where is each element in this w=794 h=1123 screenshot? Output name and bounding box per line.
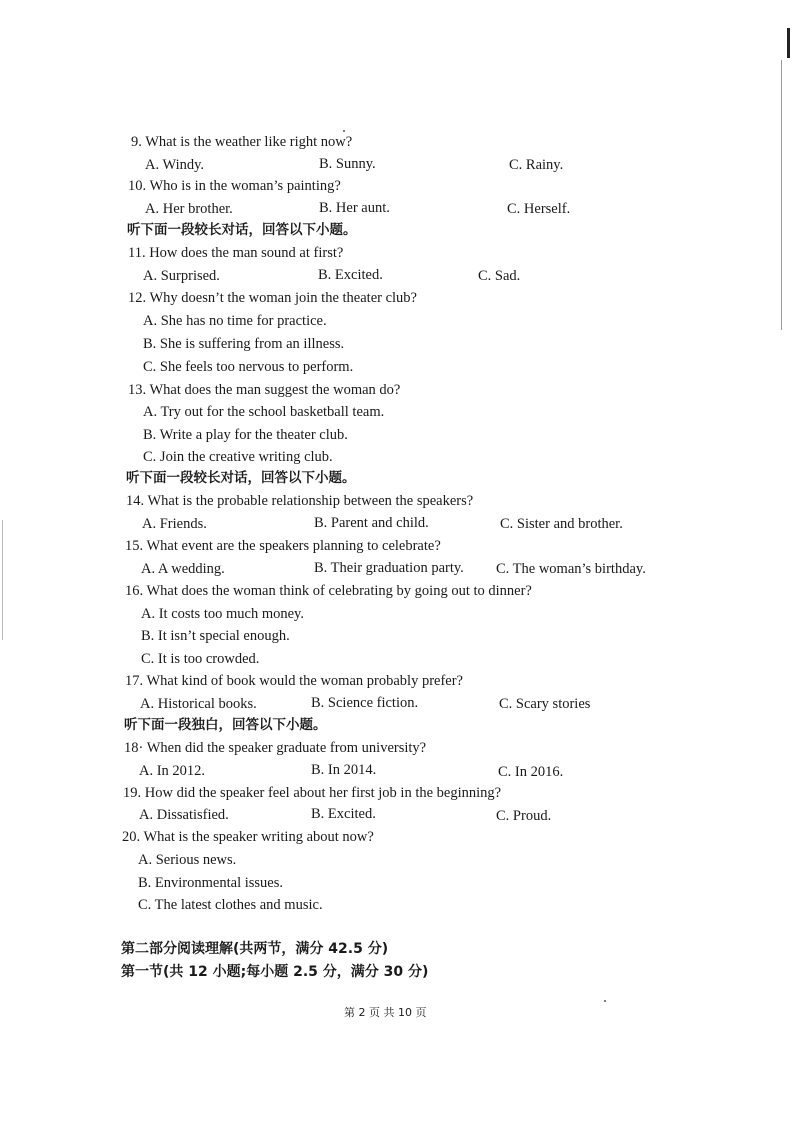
q10-option-a: A. Her brother. [145, 201, 233, 217]
scan-speck [343, 130, 345, 132]
q16-option-c: C. It is too crowded. [141, 651, 260, 667]
q14-option-c: C. Sister and brother. [500, 516, 623, 532]
q20-option-a: A. Serious news. [138, 852, 237, 868]
q16-option-a: A. It costs too much money. [141, 606, 304, 622]
q12-option-c: C. She feels too nervous to perform. [143, 359, 354, 375]
question-10: 10. Who is in the woman’s painting? [128, 178, 341, 194]
question-11: 11. How does the man sound at first? [128, 245, 344, 261]
scan-edge-line [781, 60, 782, 330]
question-15: 15. What event are the speakers planning to celebrate? [125, 538, 441, 554]
q17-option-a: A. Historical books. [140, 696, 257, 712]
q19-option-a: A. Dissatisfied. [139, 807, 229, 823]
question-9: 9. What is the weather like right now? [131, 134, 353, 150]
q9-option-a: A. Windy. [145, 157, 205, 173]
q15-option-a: A. A wedding. [141, 561, 225, 577]
question-18: 18· When did the speaker graduate from university? [124, 740, 427, 756]
q12-option-b: B. She is suffering from an illness. [143, 336, 345, 352]
q9-option-c: C. Rainy. [509, 157, 564, 173]
q13-option-c: C. Join the creative writing club. [143, 449, 333, 465]
q17-option-b: B. Science fiction. [311, 695, 419, 711]
q10-option-c: C. Herself. [507, 201, 571, 217]
question-12: 12. Why doesn’t the woman join the theater club? [128, 290, 417, 306]
question-19: 19. How did the speaker feel about her first job in the beginning? [123, 785, 502, 801]
q15-option-b: B. Their graduation party. [314, 560, 464, 576]
q13-option-b: B. Write a play for the theater club. [143, 427, 348, 443]
q9-option-b: B. Sunny. [319, 156, 376, 172]
q13-option-a: A. Try out for the school basketball team. [143, 404, 385, 420]
question-16: 16. What does the woman think of celebrating by going out to dinner? [125, 583, 532, 599]
q18-option-a: A. In 2012. [139, 763, 206, 779]
q14-option-b: B. Parent and child. [314, 515, 429, 531]
scan-edge-line-left [2, 520, 3, 640]
q19-option-c: C. Proud. [496, 808, 552, 824]
instruction-dialogue-1: 听下面一段较长对话，回答以下小题。 [127, 222, 357, 238]
question-14: 14. What is the probable relationship between the speakers? [126, 493, 474, 509]
scan-edge-mark [787, 28, 790, 58]
part-2-section-1-title: 第一节(共 12 小题;每小题 2.5 分，满分 30 分) [121, 964, 429, 980]
q20-option-c: C. The latest clothes and music. [138, 897, 323, 913]
question-13: 13. What does the man suggest the woman do? [128, 382, 401, 398]
q12-option-a: A. She has no time for practice. [143, 313, 327, 329]
q11-option-a: A. Surprised. [143, 268, 220, 284]
q19-option-b: B. Excited. [311, 806, 376, 822]
q10-option-b: B. Her aunt. [319, 200, 390, 216]
page-number-footer: 第 2 页 共 10 页 [344, 1006, 427, 1019]
q11-option-c: C. Sad. [478, 268, 521, 284]
q16-option-b: B. It isn’t special enough. [141, 628, 290, 644]
question-17: 17. What kind of book would the woman probably prefer? [125, 673, 463, 689]
instruction-monologue: 听下面一段独白，回答以下小题。 [124, 717, 327, 733]
q14-option-a: A. Friends. [142, 516, 207, 532]
q18-option-c: C. In 2016. [498, 764, 564, 780]
q17-option-c: C. Scary stories [499, 696, 591, 712]
q18-option-b: B. In 2014. [311, 762, 377, 778]
question-20: 20. What is the speaker writing about now? [122, 829, 374, 845]
instruction-dialogue-2: 听下面一段较长对话，回答以下小题。 [126, 470, 356, 486]
part-2-title: 第二部分阅读理解(共两节，满分 42.5 分) [121, 941, 389, 957]
q15-option-c: C. The woman’s birthday. [496, 561, 646, 577]
q20-option-b: B. Environmental issues. [138, 875, 283, 891]
q11-option-b: B. Excited. [318, 267, 383, 283]
scan-speck [604, 1000, 606, 1002]
